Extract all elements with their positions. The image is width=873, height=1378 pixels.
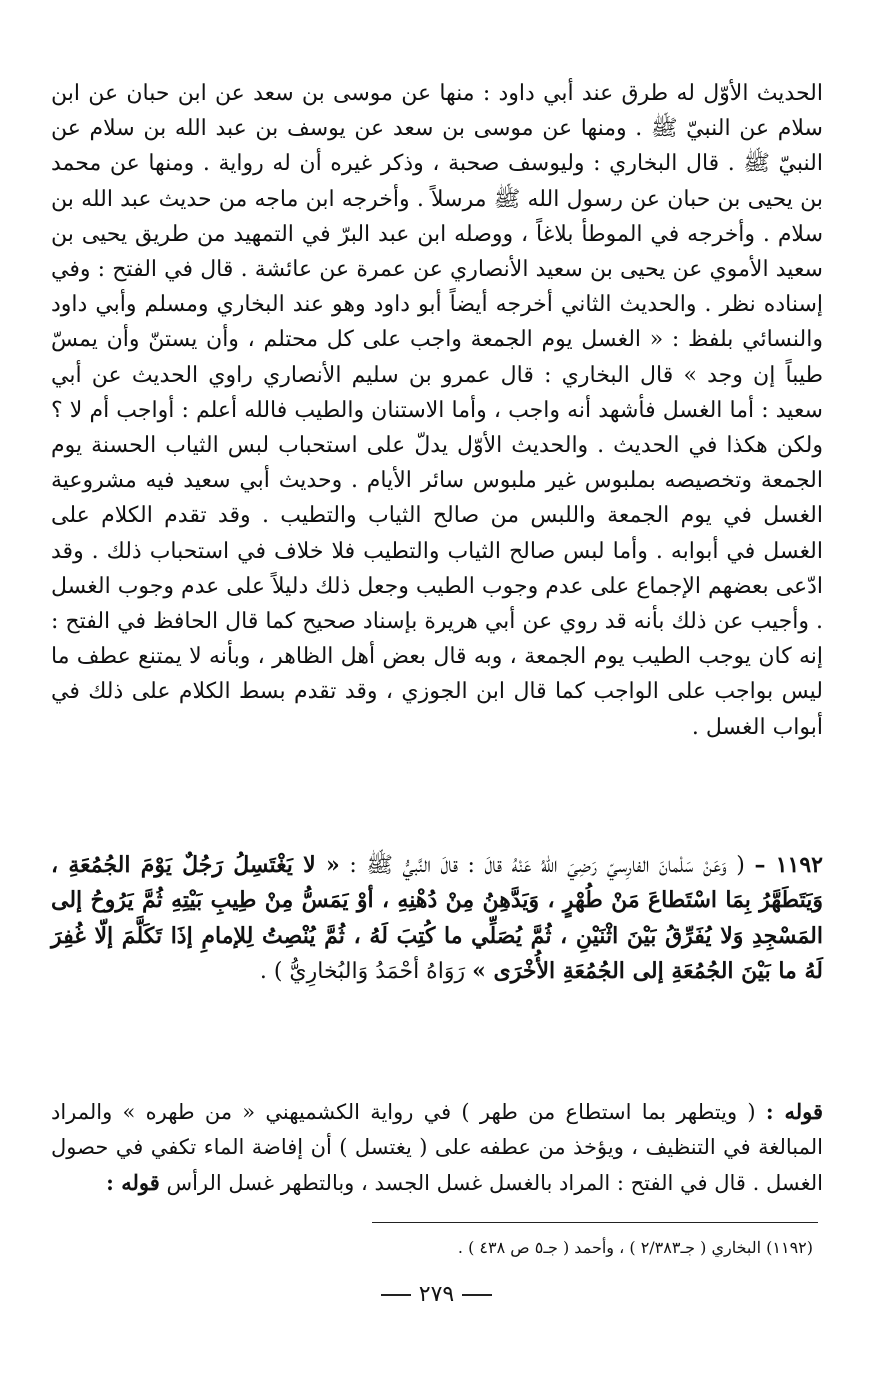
hadith-number: ١١٩٢ – (754, 852, 823, 878)
commentary-paragraph (51, 76, 823, 745)
footnote-divider (372, 1222, 818, 1223)
commentary-text: الحديث الأوّل له طرق عند أبي داود : منها عن موسى بن سعد عن ابن حبان عن ابن سلام عن النبيّ ﷺ . ومنها عن موسى بن سعد عن يوسف بن عبد الله بن سلام عن النبيّ ﷺ . قال البخاري : وليوسف صحبة ، وذكر غيره أن له رواية . ومنها عن محمد بن يحيى بن حبان عن رسول الله ﷺ مرسلاً . وأخرجه ابن ماجه من حديث عبد الله بن سلام . وأخرجه في الموطأ بلاغاً ، ووصله ابن عبد البرّ في التمهيد من طريق يحيى بن سعيد الأموي عن يحيى بن سعيد الأنصاري عن عمرة عن عائشة . قال في الفتح : وفي إسناده نظر . والحديث الثاني أخرجه أيضاً أبو داود وهو عند البخاري ومسلم وأبي داود والنسائي بلفظ : « الغسل يوم الجمعة واجب على كل محتلم ، وأن يستنّ وأن يمسّ طيباً إن وجد » قال البخاري : قال عمرو بن سليم الأنصاري راوي الحديث عن أبي سعيد : أما الغسل فأشهد أنه واجب ، وأما الاستنان والطيب فالله أعلم : أواجب أم لا ؟ ولكن هكذا في الحديث . والحديث الأوّل يدلّ على استحباب لبس الثياب الحسنة يوم الجمعة وتخصيصه بملبوس غير ملبوس سائر الأيام . وحديث أبي سعيد فيه مشروعية الغسل في يوم الجمعة واللبس من صالح الثياب والتطيب . وقد تقدم الكلام على الغسل في أبوابه . وأما لبس صالح الثياب والتطيب فلا خلاف في استحباب ذلك . وقد ادّعى بعضهم الإجماع على عدم وجوب الطيب وجعل ذلك دليلاً على عدم وجوب الغسل . وأجيب عن ذلك بأنه قد روي عن أبي هريرة بإسناد صحيح كما قال الحافظ في الفتح : إنه كان يوجب الطيب يوم الجمعة ، وبه قال بعض أهل الظاهر ، وبأنه لا يمتنع عطف ما ليس بواجب على الواجب كما قال ابن الجوزي ، وقد تقدم بسط الكلام على ذلك في أبواب الغسل . (50, 81, 823, 740)
page-number: ٢٧٩ (418, 1282, 455, 1307)
page-number-dash-right (381, 1294, 411, 1296)
hadith-attribution: رَوَاهُ أحْمَدُ وَالبُخارِيُّ ) . (259, 959, 466, 985)
explanation-paragraph (51, 1094, 823, 1201)
page-number-dash-left (462, 1294, 492, 1296)
page-number-line (0, 1282, 873, 1307)
hadith-entry (51, 848, 823, 990)
footnote (73, 1236, 813, 1260)
hadith-chain: ( وَعَنْ سَلْمانَ الفارِسيّ رَضِيَ اللهُ عَنْهُ قالَ : قالَ النَّبيُّ ﷺ : (349, 853, 745, 878)
explanation-lead-continued: قوله : (106, 1170, 160, 1195)
explanation-text: ( ويتطهر بما استطاع من طهر ) في رواية الكشميهني « من طهره » والمراد المبالغة في التنظيف ، ويؤخذ من عطفه على ( يغتسل ) أن إفاضة الماء تكفي في حصول الغسل . قال في الفتح : المراد بالغسل غسل الجسد ، وبالتطهر غسل الرأس (51, 1100, 823, 1195)
explanation-lead: قوله : (765, 1099, 823, 1124)
hadith-text: « لا يَغْتَسِلُ رَجُلٌ يَوْمَ الجُمُعَةِ ، وَيَتَطَهَّرُ بِمَا اسْتَطاعَ مَنْ طُهْرٍ ، وَيَدَّهِنُ مِنْ دُهْنِهِ ، أوْ يَمَسُّ مِنْ طِيبِ بَيْتِهِ ثُمَّ يَرُوحُ إلى المَسْجِدِ وَلا يُفَرِّقُ بَيْنَ اثْنَيْنِ ، ثُمَّ يُصَلِّي ما كُتِبَ لَهُ ، ثُمَّ يُنْصِتُ لِلإمامِ إذَا تَكَلَّمَ إلّا غُفِرَ لَهُ ما بَيْنَ الجُمُعَةِ إلى الجُمُعَةِ الأُخْرَى » (51, 852, 823, 985)
footnote-text: (١١٩٢) البخاري ( جـ٢/٣٨٣ ) ، وأحمد ( جـ٥ ص ٤٣٨ ) . (457, 1238, 813, 1257)
